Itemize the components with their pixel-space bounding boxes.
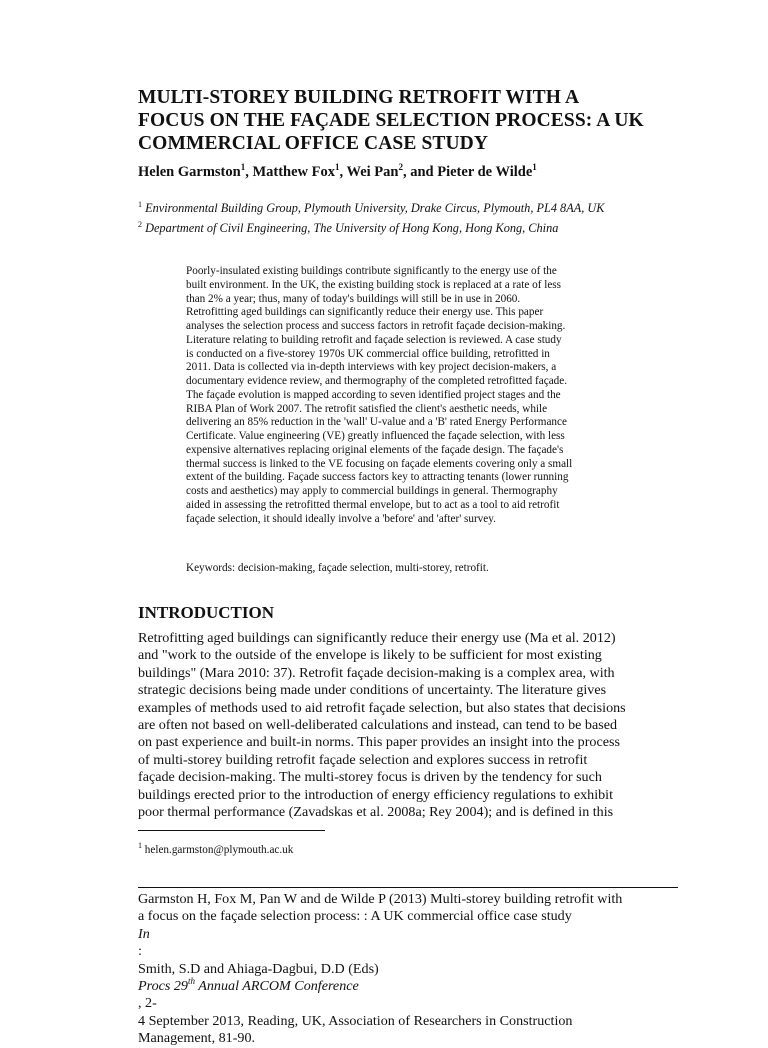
abstract-line: documentary evidence review, and thermography of the completed retrofitted façade. — [186, 375, 568, 387]
citation-line — [138, 908, 683, 960]
abstract-line: 2011. Data is collected via in-depth interviews with key project decision-makers, a — [186, 361, 557, 374]
body-line: buildings" (Mara 2010: 37). Retrofit façade decision-making is a complex area, with — [138, 664, 615, 681]
abstract-line: façade selection, it should ideally involve a 'before' and 'after' survey. — [186, 512, 496, 525]
affiliation-text: Environmental Building Group, Plymouth University, Drake Circus, Plymouth, PL4 8AA, UK — [145, 201, 605, 215]
abstract-line: extent of the building. Façade success factors key to attracting tenants (lower running — [186, 471, 569, 484]
affiliation — [138, 221, 738, 236]
citation-divider — [138, 887, 678, 888]
citation-conference: Annual ARCOM Conference — [195, 978, 359, 995]
citation-procs: Procs 29 — [138, 978, 188, 995]
abstract-line: delivering an 85% reduction in the 'wall' U-value and a 'B' rated Energy Performance — [186, 416, 567, 429]
citation-text: , 2- — [138, 995, 157, 1012]
citation-line: 4 September 2013, Reading, UK, Association of Researchers in Construction — [138, 1012, 573, 1029]
affiliation-text: Department of Civil Engineering, The University of Hong Kong, Hong Kong, China — [145, 221, 559, 235]
body-line: strategic decisions being made under conditions of uncertainty. The literature gives — [138, 682, 607, 699]
abstract-line: built environment. In the UK, the existing building stock is replaced at a rate of less — [186, 278, 561, 291]
body-line: façade decision-making. The multi-storey focus is driven by the tendency for such — [138, 769, 602, 786]
body-line: are often not based on well-deliberated calculations and instead, can tend to be based — [138, 717, 618, 734]
author-affiliation-mark: 1 — [532, 162, 537, 172]
body-line: and "work to the outside of the envelope is likely to be sufficient for most existing — [138, 647, 602, 664]
abstract-line: is conducted on a five-storey 1970s UK commercial office building, retrofitted in — [186, 347, 550, 360]
author-name: Pieter de Wilde — [437, 164, 533, 180]
citation-line: Garmston H, Fox M, Pan W and de Wilde P (2013) Multi-storey building retrofit with — [138, 891, 623, 907]
footnote-mark: 1 — [138, 841, 142, 850]
citation-block — [138, 891, 683, 1048]
body-line: Retrofitting aged buildings can significantly reduce their energy use (Ma et al. 2012) — [138, 630, 616, 646]
body-line: poor thermal performance (Zavadskas et al. 2008a; Rey 2004); and is defined in this — [138, 804, 614, 821]
footnote-divider — [138, 830, 325, 831]
abstract-line: costs and aesthetics) may apply to commercial buildings in general. Thermography — [186, 485, 558, 497]
footnote-email-link[interactable]: helen.garmston@plymouth.ac.uk — [144, 844, 294, 856]
abstract-line: Poorly-insulated existing buildings contribute significantly to the energy use of the — [186, 265, 557, 277]
body-line: on past experience and built-in norms. This paper provides an insight into the process — [138, 734, 620, 751]
citation-line: Management, 81-90. — [138, 1030, 256, 1047]
author-name: Wei Pan — [346, 164, 399, 180]
title-line: COMMERCIAL OFFICE CASE STUDY — [138, 133, 489, 154]
paper-title — [138, 86, 698, 155]
abstract-line: thermal success is linked to the VE focusing on façade elements covering only a small — [186, 457, 573, 470]
author-affiliation-mark: 2 — [398, 162, 403, 172]
abstract-line: The façade evolution is mapped according to seven identified project stages and the — [186, 388, 561, 401]
abstract-line: Certificate. Value engineering (VE) greatly influenced the façade selection, with less — [186, 430, 565, 442]
abstract-line: Retrofitting aged buildings can significantly reduce their energy use. This paper — [186, 306, 544, 319]
author-separator: , and — [402, 164, 438, 180]
abstract-line: Literature relating to building retrofit and façade selection is reviewed. A case study — [186, 333, 562, 346]
citation-text: : — [138, 943, 142, 960]
title-line: MULTI-STOREY BUILDING RETROFIT WITH A — [138, 87, 580, 108]
abstract — [186, 265, 634, 526]
affiliation-mark: 2 — [138, 220, 142, 229]
abstract-line: aided in assessing the retrofitted thermal envelope, but to act as a tool to aid retrofit — [186, 498, 560, 511]
abstract-line: than 2% a year; thus, many of today's buildings will still be in use in 2060. — [186, 292, 521, 305]
affiliation — [138, 201, 738, 216]
author-name: Helen Garmston — [138, 164, 241, 180]
author-separator: , — [339, 164, 347, 180]
body-line: examples of methods used to aid retrofit façade selection, but also states that decisions — [138, 699, 626, 716]
citation-text: a focus on the façade selection process: : A UK commercial office case study — [138, 908, 572, 925]
footnote — [138, 843, 293, 857]
author-affiliation-mark: 1 — [335, 162, 340, 172]
body-line: of multi-storey building retrofit façade selection and explores success in retrofit — [138, 751, 588, 768]
title-line: FOCUS ON THE FAÇADE SELECTION PROCESS: A UK — [138, 110, 644, 131]
citation-text: Smith, S.D and Ahiaga-Dagbui, D.D (Eds) — [138, 960, 379, 977]
affiliation-mark: 1 — [138, 200, 142, 209]
abstract-line: expensive alternatives replacing original elements of the façade design. The façade's — [186, 443, 564, 456]
abstract-line: RIBA Plan of Work 2007. The retrofit satisfied the client's aesthetic needs, while — [186, 402, 548, 415]
author-name: Matthew Fox — [252, 164, 335, 180]
author-list — [138, 163, 738, 181]
citation-ordinal: th — [187, 976, 195, 987]
body-line: buildings erected prior to the introduction of energy efficiency regulations to exhibit — [138, 786, 614, 803]
citation-line — [138, 961, 683, 1013]
citation-in: In — [138, 925, 150, 942]
introduction-text — [138, 630, 678, 821]
author-separator: , — [245, 164, 253, 180]
abstract-line: analyses the selection process and success factors in retrofit façade decision-making. — [186, 320, 566, 332]
keywords: Keywords: decision-making, façade selection, multi-storey, retrofit. — [186, 562, 489, 574]
section-heading: INTRODUCTION — [138, 603, 275, 622]
author-affiliation-mark: 1 — [240, 162, 246, 172]
